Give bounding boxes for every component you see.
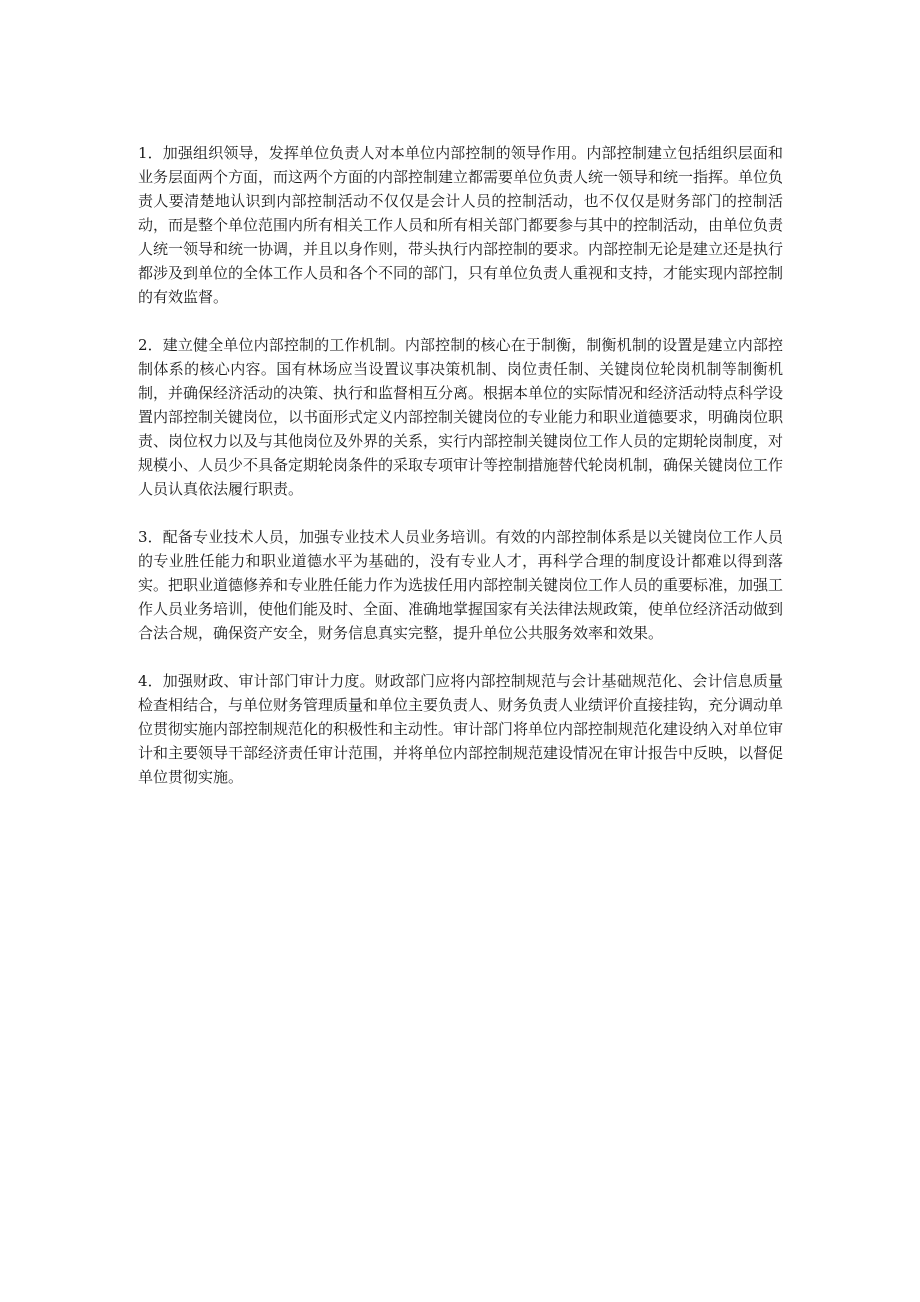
document-body (138, 141, 783, 813)
paragraph-4: 4．加强财政、审计部门审计力度。财政部门应将内部控制规范与会计基础规范化、会计信息质量检查相结合，与单位财务管理质量和单位主要负责人、财务负责人业绩评价直接挂钩，充分调动单位贯彻实施内部控制规范化的积极性和主动性。审计部门将单位内部控制规范化建设纳入对单位审计和主要领导干部经济责任审计范围，并将单位内部控制规范建设情况在审计报告中反映，以督促单位贯彻实施。 (138, 672, 784, 786)
paragraph-3: 3．配备专业技术人员，加强专业技术人员业务培训。有效的内部控制体系是以关键岗位工作人员的专业胜任能力和职业道德水平为基础的，没有专业人才，再科学合理的制度设计都难以得到落实。把职业道德修养和专业胜任能力作为选拔任用内部控制关键岗位工作人员的重要标准，加强工作人员业务培训，使他们能及时、全面、准确地掌握国家有关法律法规政策，使单位经济活动做到合法合规，确保资产安全，财务信息真实完整，提升单位公共服务效率和效果。 (138, 528, 784, 642)
paragraph-2: 2．建立健全单位内部控制的工作机制。内部控制的核心在于制衡，制衡机制的设置是建立内部控制体系的核心内容。国有林场应当设置议事决策机制、岗位责任制、关键岗位轮岗机制等制衡机制，并确保经济活动的决策、执行和监督相互分离。根据本单位的实际情况和经济活动特点科学设置内部控制关键岗位，以书面形式定义内部控制关键岗位的专业能力和职业道德要求，明确岗位职责、岗位权力以及与其他岗位及外界的关系，实行内部控制关键岗位工作人员的定期轮岗制度，对规模小、人员少不具备定期轮岗条件的采取专项审计等控制措施替代轮岗机制，确保关键岗位工作人员认真依法履行职责。 (138, 336, 784, 498)
paragraph-1: 1．加强组织领导，发挥单位负责人对本单位内部控制的领导作用。内部控制建立包括组织层面和业务层面两个方面，而这两个方面的内部控制建立都需要单位负责人统一领导和统一指挥。单位负责人要清楚地认识到内部控制活动不仅仅是会计人员的控制活动，也不仅仅是财务部门的控制活动，而是整个单位范围内所有相关工作人员和所有相关部门都要参与其中的控制活动，由单位负责人统一领导和统一协调，并且以身作则，带头执行内部控制的要求。内部控制无论是建立还是执行都涉及到单位的全体工作人员和各个不同的部门，只有单位负责人重视和支持，才能实现内部控制的有效监督。 (138, 144, 784, 306)
